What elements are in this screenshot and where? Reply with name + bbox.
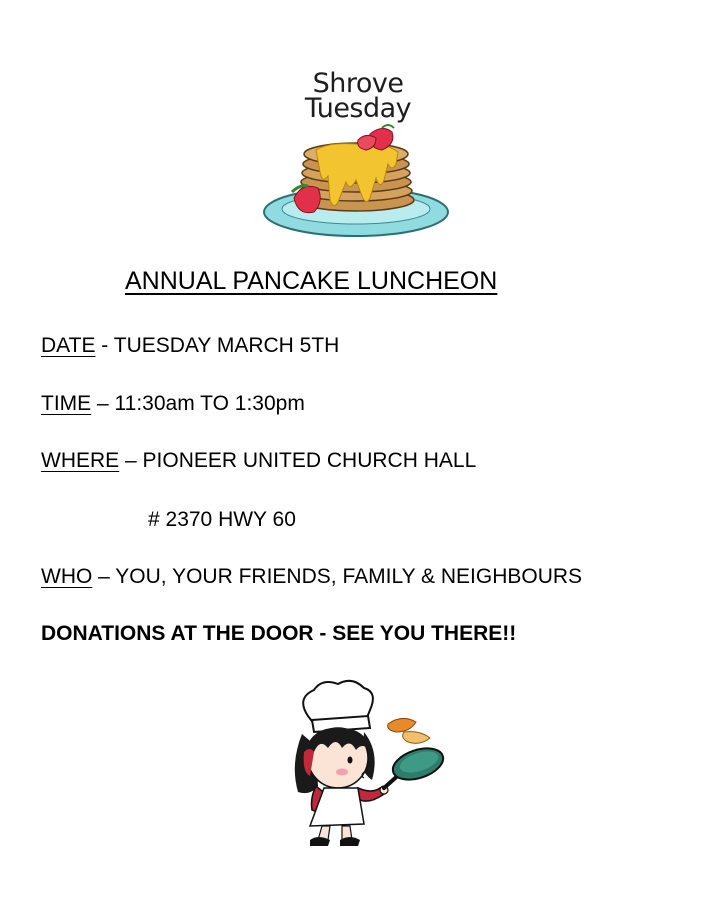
event-headline: ANNUAL PANCAKE LUNCHEON bbox=[125, 267, 498, 295]
who-separator: – bbox=[92, 565, 116, 588]
where-row bbox=[41, 448, 476, 474]
date-label: DATE bbox=[41, 334, 96, 357]
who-row bbox=[41, 564, 582, 590]
shrove-tuesday-logo bbox=[258, 62, 458, 252]
where-value: PIONEER UNITED CHURCH HALL bbox=[142, 449, 477, 472]
where-label: WHERE bbox=[41, 449, 120, 472]
donations-note: DONATIONS AT THE DOOR - SEE YOU THERE!! bbox=[41, 622, 517, 645]
address-line: # 2370 HWY 60 bbox=[148, 508, 296, 531]
date-value: TUESDAY MARCH 5TH bbox=[113, 334, 340, 357]
time-label: TIME bbox=[41, 392, 92, 415]
who-value: YOU, YOUR FRIENDS, FAMILY & NEIGHBOURS bbox=[115, 565, 583, 588]
logo-title-line2: Tuesday bbox=[304, 93, 412, 124]
chef-flipping-pancake-icon bbox=[280, 676, 450, 848]
logo-title-line1: Shrove bbox=[312, 68, 404, 99]
who-label: WHO bbox=[41, 565, 93, 588]
pancake-stack-icon bbox=[258, 120, 458, 250]
date-separator: - bbox=[95, 334, 114, 357]
time-separator: – bbox=[91, 392, 115, 415]
where-separator: – bbox=[119, 449, 143, 472]
time-value: 11:30am TO 1:30pm bbox=[114, 392, 305, 415]
date-row bbox=[41, 333, 339, 359]
time-row bbox=[41, 391, 305, 417]
